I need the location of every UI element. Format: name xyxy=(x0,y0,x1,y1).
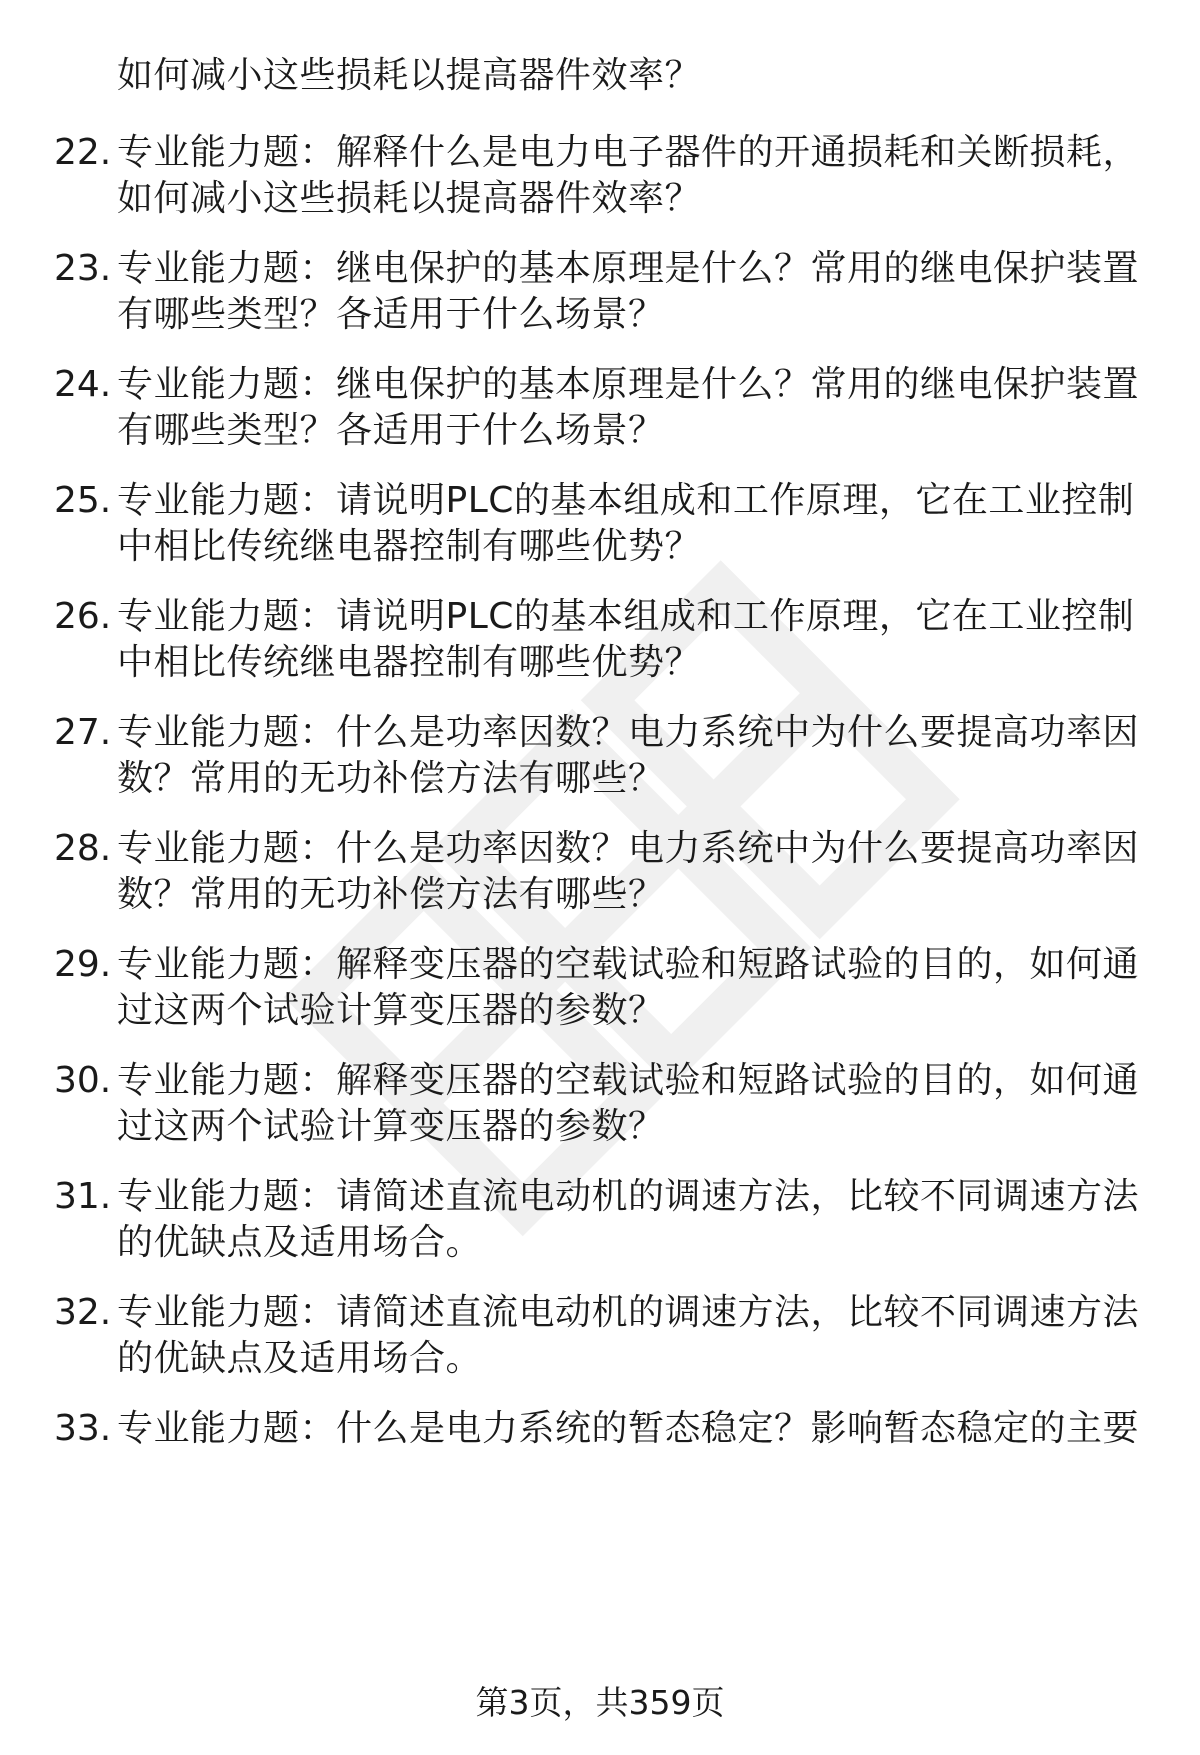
continuation-text: 如何减小这些损耗以提高器件效率？ xyxy=(117,55,702,96)
question-text-line2: 过这两个试验计算变压器的参数？ xyxy=(117,1106,665,1147)
question-text-line2: 的优缺点及适用场合。 xyxy=(117,1338,483,1379)
question-text-line1: 专业能力题：请简述直流电动机的调速方法，比较不同调速方法 xyxy=(117,1292,1140,1333)
question-number: 33. xyxy=(54,1408,112,1449)
question-text-line1: 专业能力题：解释什么是电力电子器件的开通损耗和关断损耗， xyxy=(117,132,1140,173)
question-text-line1: 专业能力题：解释变压器的空载试验和短路试验的目的，如何通 xyxy=(117,1060,1140,1101)
question-text-line2: 的优缺点及适用场合。 xyxy=(117,1222,483,1263)
question-text-line1: 专业能力题：继电保护的基本原理是什么？常用的继电保护装置 xyxy=(117,364,1140,405)
question-text-line2: 有哪些类型？各适用于什么场景？ xyxy=(117,410,665,451)
question-text-line1: 专业能力题：继电保护的基本原理是什么？常用的继电保护装置 xyxy=(117,248,1140,289)
question-number: 29. xyxy=(54,944,112,985)
question-number: 26. xyxy=(54,596,112,637)
question-number: 27. xyxy=(54,712,112,753)
question-text-line1: 专业能力题：请简述直流电动机的调速方法，比较不同调速方法 xyxy=(117,1176,1140,1217)
question-text-line2: 中相比传统继电器控制有哪些优势？ xyxy=(117,526,702,567)
question-text-line1: 专业能力题：什么是电力系统的暂态稳定？影响暂态稳定的主要 xyxy=(117,1408,1140,1449)
question-number: 28. xyxy=(54,828,112,869)
question-text-line2: 如何减小这些损耗以提高器件效率？ xyxy=(117,178,702,219)
question-number: 31. xyxy=(54,1176,112,1217)
question-text-line2: 有哪些类型？各适用于什么场景？ xyxy=(117,294,665,335)
question-text-line1: 专业能力题：请说明PLC的基本组成和工作原理，它在工业控制 xyxy=(117,596,1135,637)
question-text-line2: 数？常用的无功补偿方法有哪些？ xyxy=(117,874,665,915)
question-number: 22. xyxy=(54,132,112,173)
question-text-line1: 专业能力题：什么是功率因数？电力系统中为什么要提高功率因 xyxy=(117,712,1140,753)
question-number: 32. xyxy=(54,1292,112,1333)
question-text-line2: 数？常用的无功补偿方法有哪些？ xyxy=(117,758,665,799)
question-number: 24. xyxy=(54,364,112,405)
question-number: 25. xyxy=(54,480,112,521)
page-footer: 第3页，共359页 xyxy=(475,1683,725,1722)
question-number: 30. xyxy=(54,1060,112,1101)
question-text-line2: 中相比传统继电器控制有哪些优势？ xyxy=(117,642,702,683)
question-number: 23. xyxy=(54,248,112,289)
question-text-line1: 专业能力题：请说明PLC的基本组成和工作原理，它在工业控制 xyxy=(117,480,1135,521)
question-text-line1: 专业能力题：解释变压器的空载试验和短路试验的目的，如何通 xyxy=(117,944,1140,985)
question-text-line1: 专业能力题：什么是功率因数？电力系统中为什么要提高功率因 xyxy=(117,828,1140,869)
question-text-line2: 过这两个试验计算变压器的参数？ xyxy=(117,990,665,1031)
